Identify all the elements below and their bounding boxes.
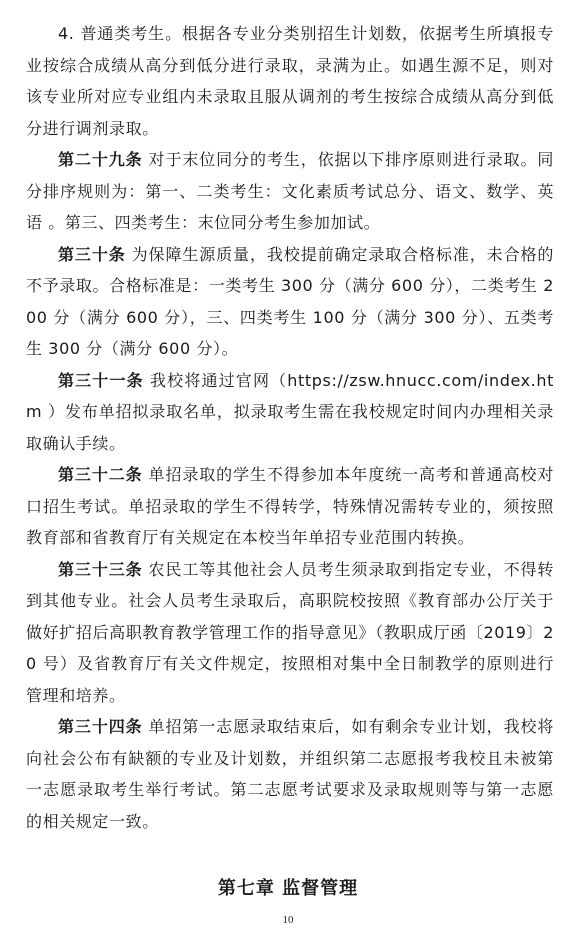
article-label: 第三十一条 — [58, 370, 144, 390]
paragraph-text: 对于末位同分的考生，依据以下排序原则进行录取。同分排序规则为：第一、二类考生：文化素质考试总分、语文、数学、英语 。第三、四类考生：末位同分考生参加加试。 — [26, 150, 554, 232]
paragraph-article-33 — [26, 554, 554, 712]
article-label: 第二十九条 — [58, 150, 143, 169]
paragraph-article-34 — [26, 711, 554, 837]
body-text — [26, 18, 554, 837]
paragraph-text: 我校将通过官网（https://zsw.hnucc.com/index.htm ）发布单招拟录取名单，拟录取考生需在我校规定时间内办理相关录取确认手续。 — [26, 370, 554, 453]
article-label: 第三十二条 — [58, 465, 143, 484]
paragraph-article-31 — [26, 365, 554, 460]
paragraph-text: 单招录取的学生不得参加本年度统一高考和普通高校对口招生考试。单招录取的学生不得转学，特殊情况需转专业的，须按照教育部和省教育厅有关规定在本校当年单招专业范围内转换。 — [26, 465, 554, 547]
paragraph-text: 4. 普通类考生。根据各专业分类别招生计划数，依据考生所填报专业按综合成绩从高分到低分进行录取，录满为止。如遇生源不足，则对该专业所对应专业组内未录取且服从调剂的考生按综合成绩从高分到低分进行调剂录取。 — [26, 24, 554, 138]
article-label: 第三十条 — [58, 244, 126, 264]
paragraph-text: 为保障生源质量，我校提前确定录取合格标准，未合格的不予录取。合格标准是：一类考生 300 分（满分 600 分），二类考生 200 分（满分 600 分），三、四类考生 100 分（满分 300 分）、五类考生 300 分（满分 600 分）。 — [26, 244, 555, 358]
paragraph-general-candidates — [26, 18, 554, 144]
article-label: 第三十三条 — [58, 559, 143, 579]
paragraph-article-32 — [26, 459, 554, 554]
paragraph-article-29 — [26, 144, 554, 239]
chapter-heading: 第七章 监督管理 — [217, 878, 359, 899]
paragraph-article-30 — [26, 239, 554, 365]
paragraph-text: 单招第一志愿录取结束后，如有剩余专业计划，我校将向社会公布有缺额的专业及计划数，并组织第二志愿报考我校且未被第一志愿录取考生举行考试。第二志愿考试要求及录取规则等与第一志愿的相关规定一致。 — [26, 717, 554, 831]
page-number: 10 — [282, 914, 294, 926]
paragraph-text: 农民工等其他社会人员考生须录取到指定专业，不得转到其他专业。社会人员考生录取后，高职院校按照《教育部办公厅关于做好扩招后高职教育教学管理工作的指导意见》（教职成厅函〔2019〕20 号）及省教育厅有关文件规定，按照相对集中全日制教学的原则进行管理和培养。 — [26, 559, 554, 705]
article-label: 第三十四条 — [58, 717, 143, 736]
